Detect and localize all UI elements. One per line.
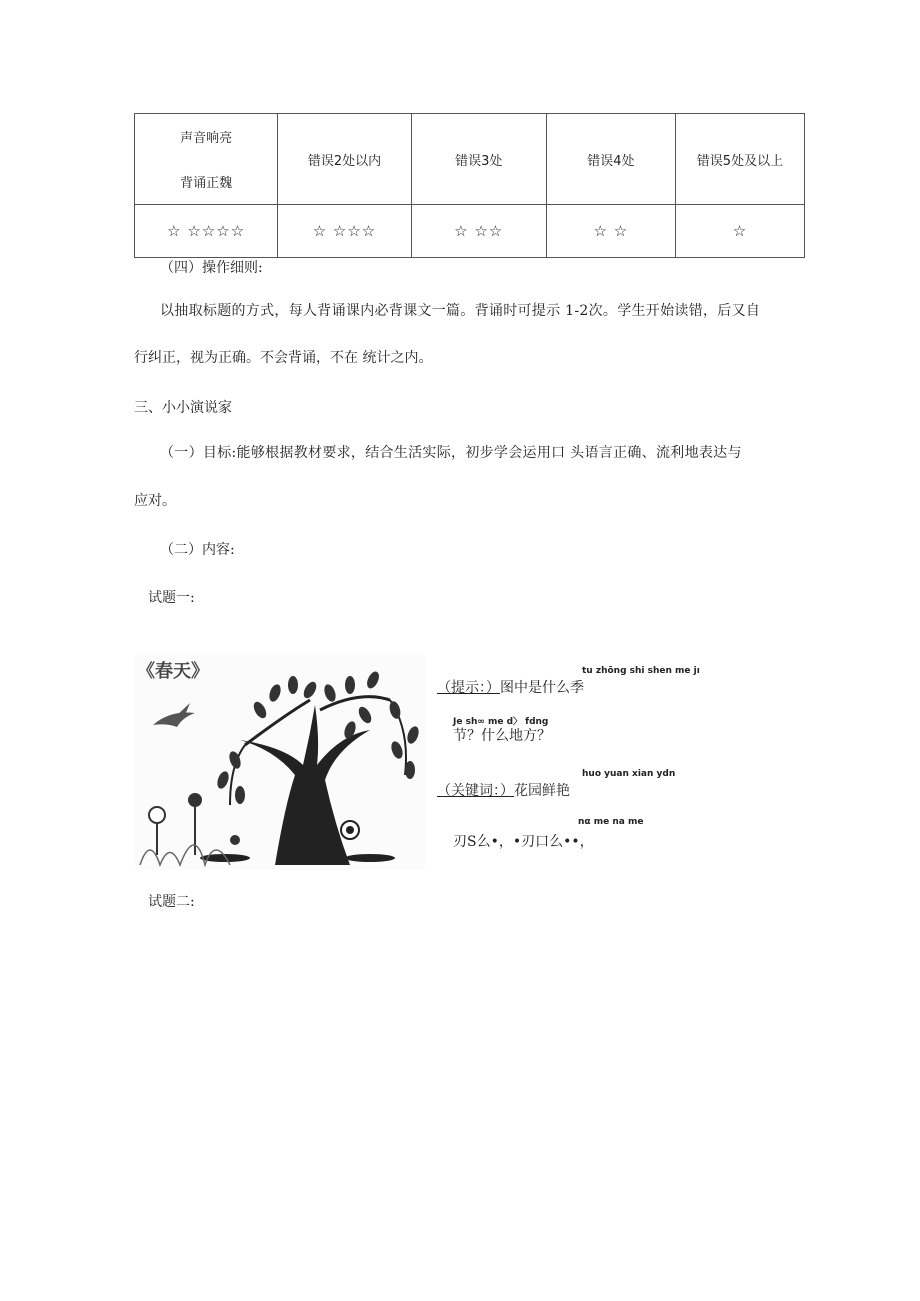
pinyin-line1: tu zhōng shi shen me jı [582,666,700,676]
keyword-text: 花园鲜艳 [514,783,570,799]
pinyin-line3: huo yuan xian ydn [582,769,676,779]
pinyin-line2: Je sh∞ me d〉 fdng [453,717,549,727]
keyword-label: （关键词：） [437,783,514,799]
star-rating-cell: ☆ ☆☆☆ [278,205,411,258]
content-heading: （二）内容: [160,542,235,558]
illustration-title: 《春天》 [137,661,209,682]
rubric-header-cell: 错误4处 [546,114,675,205]
keyword-text-2: 刃S么•，•刃口么••， [453,834,594,850]
question1-label: 试题一: [148,590,195,606]
star-rating-cell: ☆ ☆☆☆☆ [135,205,278,258]
hint-text-2: 节？什么地方？ [453,728,551,744]
section4-paragraph-line2: 行纠正，视为正确。不会背诵，不在 统计之内。 [134,350,433,366]
section4-heading: （四）操作细则: [160,260,263,276]
rubric-criteria-cell [135,114,278,205]
criteria-line-2: 背诵正魏 [180,176,233,191]
section4-paragraph-line1: 以抽取标题的方式，每人背诵课内必背课文一篇。背诵时可提示 1-2次。学生开始读错，后又自 [160,303,761,319]
rubric-header-cell: 错误2处以内 [278,114,411,205]
tree-drawing [135,655,425,870]
rubric-header-cell: 错误3处 [411,114,546,205]
star-rating-cell: ☆ [675,205,804,258]
hint-text: 图中是什么季 [500,680,584,696]
star-rating-cell: ☆ ☆ [546,205,675,258]
spring-illustration [135,655,425,870]
star-rating-cell: ☆ ☆☆ [411,205,546,258]
criteria-line-1: 声音响亮 [180,131,233,146]
rubric-table [134,113,805,258]
goal-line2: 应对。 [134,493,176,509]
rubric-header-cell: 错误5处及以上 [675,114,804,205]
goal-line1: （一）目标:能够根据教材要求，结合生活实际，初步学会运用口 头语言正确、流利地表达与 [160,445,742,461]
hint-label: （提示：） [437,680,500,696]
question2-label: 试题二: [148,894,195,910]
section3-heading: 三、小小演说家 [134,400,232,416]
pinyin-line4: nα me na me [578,817,644,827]
